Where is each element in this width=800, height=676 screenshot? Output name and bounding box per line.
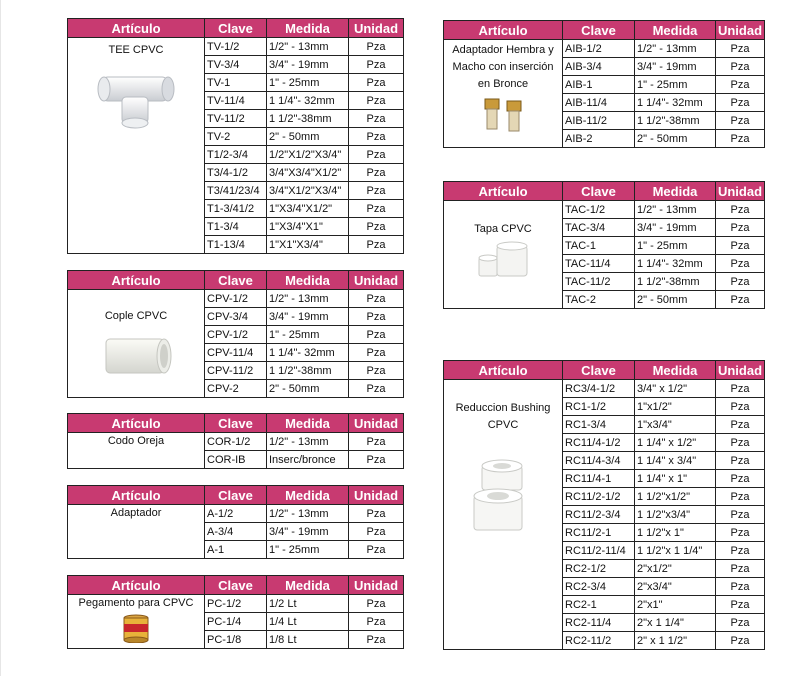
code-cell: AIB-1 bbox=[563, 76, 635, 94]
measure-cell: 1"X1"X3/4" bbox=[267, 236, 349, 254]
code-cell: TV-1 bbox=[205, 74, 267, 92]
code-cell: RC11/4-1/2 bbox=[563, 434, 635, 452]
unit-cell: Pza bbox=[716, 380, 765, 398]
unit-cell: Pza bbox=[349, 110, 404, 128]
measure-cell: 2" - 50mm bbox=[635, 130, 716, 148]
unit-cell: Pza bbox=[349, 236, 404, 254]
unit-cell: Pza bbox=[349, 631, 404, 649]
unit-cell: Pza bbox=[716, 416, 765, 434]
header-article: Artículo bbox=[444, 21, 563, 40]
code-cell: TV-11/4 bbox=[205, 92, 267, 110]
code-cell: TAC-11/4 bbox=[563, 255, 635, 273]
code-cell: CPV-3/4 bbox=[205, 308, 267, 326]
measure-cell: 1 1/2"x3/4" bbox=[635, 506, 716, 524]
unit-cell: Pza bbox=[716, 632, 765, 650]
header-row bbox=[444, 21, 765, 40]
header-measure: Medida bbox=[267, 271, 349, 290]
unit-cell: Pza bbox=[349, 290, 404, 308]
code-cell: RC11/2-1 bbox=[563, 524, 635, 542]
header-article: Artículo bbox=[444, 361, 563, 380]
code-cell: TAC-11/2 bbox=[563, 273, 635, 291]
unit-cell: Pza bbox=[349, 38, 404, 56]
measure-cell: 1" - 25mm bbox=[635, 237, 716, 255]
unit-cell: Pza bbox=[716, 452, 765, 470]
header-code: Clave bbox=[205, 19, 267, 38]
header-unit: Unidad bbox=[716, 182, 765, 201]
measure-cell: 1 1/4"- 32mm bbox=[635, 94, 716, 112]
coupling-image bbox=[98, 333, 174, 379]
table-row bbox=[68, 290, 404, 308]
unit-cell: Pza bbox=[349, 128, 404, 146]
article-name: TEE CPVC bbox=[108, 44, 164, 56]
code-cell: TAC-1/2 bbox=[563, 201, 635, 219]
article-cell bbox=[68, 505, 205, 559]
measure-cell: 1" - 25mm bbox=[267, 541, 349, 559]
code-cell: T3/41/23/4 bbox=[205, 182, 267, 200]
table-row bbox=[444, 40, 765, 58]
measure-cell: 3/4"X3/4"X1/2" bbox=[267, 164, 349, 182]
unit-cell: Pza bbox=[349, 200, 404, 218]
code-cell: CPV-1/2 bbox=[205, 326, 267, 344]
header-article: Artículo bbox=[68, 271, 205, 290]
unit-cell: Pza bbox=[349, 541, 404, 559]
measure-cell: 1 1/4" x 1/2" bbox=[635, 434, 716, 452]
measure-cell: 1/2" - 13mm bbox=[635, 201, 716, 219]
measure-cell: 2" x 1 1/2" bbox=[635, 632, 716, 650]
unit-cell: Pza bbox=[349, 380, 404, 398]
unit-cell: Pza bbox=[349, 308, 404, 326]
header-code: Clave bbox=[563, 361, 635, 380]
unit-cell: Pza bbox=[349, 92, 404, 110]
header-row bbox=[68, 486, 404, 505]
table-adaptador bbox=[67, 485, 404, 559]
table-row bbox=[444, 380, 765, 398]
measure-cell: 1/2" - 13mm bbox=[267, 433, 349, 451]
measure-cell: 1"x3/4" bbox=[635, 416, 716, 434]
code-cell: RC1-3/4 bbox=[563, 416, 635, 434]
measure-cell: 1/2" - 13mm bbox=[267, 290, 349, 308]
header-measure: Medida bbox=[267, 414, 349, 433]
code-cell: CPV-11/4 bbox=[205, 344, 267, 362]
table-codo-oreja bbox=[67, 413, 404, 469]
code-cell: PC-1/2 bbox=[205, 595, 267, 613]
measure-cell: 1"X3/4"X1" bbox=[267, 218, 349, 236]
code-cell: PC-1/8 bbox=[205, 631, 267, 649]
measure-cell: 1 1/2"-38mm bbox=[635, 112, 716, 130]
table-reduccion-bushing bbox=[443, 360, 765, 650]
code-cell: A-3/4 bbox=[205, 523, 267, 541]
header-unit: Unidad bbox=[349, 486, 404, 505]
header-code: Clave bbox=[205, 271, 267, 290]
unit-cell: Pza bbox=[349, 218, 404, 236]
unit-cell: Pza bbox=[716, 560, 765, 578]
code-cell: RC2-1/2 bbox=[563, 560, 635, 578]
page-edge bbox=[0, 0, 1, 676]
measure-cell: 2" - 50mm bbox=[635, 291, 716, 309]
code-cell: A-1/2 bbox=[205, 505, 267, 523]
table-cople-cpvc bbox=[67, 270, 404, 398]
measure-cell: 1/2" - 13mm bbox=[267, 505, 349, 523]
header-article: Artículo bbox=[68, 414, 205, 433]
measure-cell: 2"x3/4" bbox=[635, 578, 716, 596]
header-row bbox=[68, 271, 404, 290]
tee-fitting-image bbox=[96, 69, 176, 133]
measure-cell: 1"x1/2" bbox=[635, 398, 716, 416]
article-cell bbox=[68, 290, 205, 398]
unit-cell: Pza bbox=[349, 164, 404, 182]
article-cell bbox=[444, 40, 563, 148]
measure-cell: 1" - 25mm bbox=[267, 326, 349, 344]
unit-cell: Pza bbox=[716, 506, 765, 524]
unit-cell: Pza bbox=[349, 56, 404, 74]
header-code: Clave bbox=[563, 21, 635, 40]
code-cell: T1-13/4 bbox=[205, 236, 267, 254]
measure-cell: 2"x 1 1/4" bbox=[635, 614, 716, 632]
bushing-image bbox=[468, 458, 538, 538]
measure-cell: 1 1/2"x1/2" bbox=[635, 488, 716, 506]
measure-cell: 1 1/4"- 32mm bbox=[267, 92, 349, 110]
measure-cell: 3/4" - 19mm bbox=[635, 219, 716, 237]
code-cell: TAC-2 bbox=[563, 291, 635, 309]
table-row bbox=[444, 201, 765, 219]
unit-cell: Pza bbox=[716, 614, 765, 632]
unit-cell: Pza bbox=[716, 237, 765, 255]
measure-cell: 2" - 50mm bbox=[267, 380, 349, 398]
code-cell: T1/2-3/4 bbox=[205, 146, 267, 164]
unit-cell: Pza bbox=[349, 523, 404, 541]
unit-cell: Pza bbox=[716, 219, 765, 237]
header-measure: Medida bbox=[635, 21, 716, 40]
unit-cell: Pza bbox=[716, 596, 765, 614]
measure-cell: 1" - 25mm bbox=[267, 74, 349, 92]
unit-cell: Pza bbox=[716, 255, 765, 273]
measure-cell: 1 1/2"-38mm bbox=[267, 362, 349, 380]
code-cell: CPV-11/2 bbox=[205, 362, 267, 380]
article-name: Adaptador Hembra y Macho con inserción en Bronce bbox=[452, 44, 554, 90]
unit-cell: Pza bbox=[716, 488, 765, 506]
table-pegamento bbox=[67, 575, 404, 649]
code-cell: AIB-2 bbox=[563, 130, 635, 148]
unit-cell: Pza bbox=[716, 578, 765, 596]
unit-cell: Pza bbox=[716, 291, 765, 309]
unit-cell: Pza bbox=[349, 182, 404, 200]
header-unit: Unidad bbox=[716, 361, 765, 380]
header-measure: Medida bbox=[267, 19, 349, 38]
code-cell: TV-1/2 bbox=[205, 38, 267, 56]
header-article: Artículo bbox=[444, 182, 563, 201]
measure-cell: 1 1/2"-38mm bbox=[635, 273, 716, 291]
glue-can-image bbox=[121, 613, 151, 643]
code-cell: COR-1/2 bbox=[205, 433, 267, 451]
unit-cell: Pza bbox=[716, 470, 765, 488]
header-row bbox=[444, 361, 765, 380]
measure-cell: 1/2" - 13mm bbox=[635, 40, 716, 58]
code-cell: AIB-11/4 bbox=[563, 94, 635, 112]
code-cell: A-1 bbox=[205, 541, 267, 559]
code-cell: CPV-1/2 bbox=[205, 290, 267, 308]
measure-cell: 3/4" - 19mm bbox=[267, 523, 349, 541]
code-cell: CPV-2 bbox=[205, 380, 267, 398]
code-cell: AIB-1/2 bbox=[563, 40, 635, 58]
code-cell: RC2-11/2 bbox=[563, 632, 635, 650]
header-measure: Medida bbox=[635, 182, 716, 201]
measure-cell: 1/4 Lt bbox=[267, 613, 349, 631]
measure-cell: 3/4" - 19mm bbox=[267, 56, 349, 74]
code-cell: RC2-3/4 bbox=[563, 578, 635, 596]
article-cell bbox=[68, 433, 205, 469]
measure-cell: 1 1/2"-38mm bbox=[267, 110, 349, 128]
header-unit: Unidad bbox=[716, 21, 765, 40]
table-adaptador-bronce bbox=[443, 20, 765, 148]
header-unit: Unidad bbox=[349, 271, 404, 290]
code-cell: RC11/2-3/4 bbox=[563, 506, 635, 524]
code-cell: AIB-11/2 bbox=[563, 112, 635, 130]
code-cell: T1-3/4 bbox=[205, 218, 267, 236]
measure-cell: 2"x1" bbox=[635, 596, 716, 614]
header-code: Clave bbox=[563, 182, 635, 201]
article-name: Codo Oreja bbox=[107, 435, 165, 447]
code-cell: RC2-11/4 bbox=[563, 614, 635, 632]
unit-cell: Pza bbox=[349, 146, 404, 164]
measure-cell: 1 1/4"- 32mm bbox=[267, 344, 349, 362]
table-tee-cpvc bbox=[67, 18, 404, 254]
table-row bbox=[68, 433, 404, 451]
header-row bbox=[68, 414, 404, 433]
header-row bbox=[68, 19, 404, 38]
measure-cell: Inserc/bronce bbox=[267, 451, 349, 469]
code-cell: RC2-1 bbox=[563, 596, 635, 614]
header-row bbox=[68, 576, 404, 595]
code-cell: RC11/2-11/4 bbox=[563, 542, 635, 560]
article-name: Cople CPVC bbox=[104, 310, 168, 322]
article-name: Pegamento para CPVC bbox=[78, 597, 194, 609]
unit-cell: Pza bbox=[716, 201, 765, 219]
measure-cell: 1" - 25mm bbox=[635, 76, 716, 94]
code-cell: TV-11/2 bbox=[205, 110, 267, 128]
unit-cell: Pza bbox=[716, 112, 765, 130]
unit-cell: Pza bbox=[716, 58, 765, 76]
measure-cell: 3/4"X1/2"X3/4" bbox=[267, 182, 349, 200]
cap-image bbox=[473, 240, 533, 280]
unit-cell: Pza bbox=[716, 76, 765, 94]
code-cell: T1-3/41/2 bbox=[205, 200, 267, 218]
header-unit: Unidad bbox=[349, 414, 404, 433]
unit-cell: Pza bbox=[349, 74, 404, 92]
header-unit: Unidad bbox=[349, 19, 404, 38]
unit-cell: Pza bbox=[349, 505, 404, 523]
measure-cell: 2" - 50mm bbox=[267, 128, 349, 146]
measure-cell: 1/2" - 13mm bbox=[267, 38, 349, 56]
measure-cell: 1 1/4" x 1" bbox=[635, 470, 716, 488]
unit-cell: Pza bbox=[716, 398, 765, 416]
table-row bbox=[68, 595, 404, 613]
header-measure: Medida bbox=[635, 361, 716, 380]
measure-cell: 1 1/2"x 1" bbox=[635, 524, 716, 542]
code-cell: TV-2 bbox=[205, 128, 267, 146]
article-cell bbox=[68, 595, 205, 649]
article-cell bbox=[444, 201, 563, 309]
unit-cell: Pza bbox=[716, 40, 765, 58]
table-tapa-cpvc bbox=[443, 181, 765, 309]
code-cell: RC11/2-1/2 bbox=[563, 488, 635, 506]
unit-cell: Pza bbox=[349, 344, 404, 362]
code-cell: T3/4-1/2 bbox=[205, 164, 267, 182]
header-unit: Unidad bbox=[349, 576, 404, 595]
code-cell: TAC-1 bbox=[563, 237, 635, 255]
measure-cell: 3/4" x 1/2" bbox=[635, 380, 716, 398]
measure-cell: 3/4" - 19mm bbox=[635, 58, 716, 76]
measure-cell: 1/2 Lt bbox=[267, 595, 349, 613]
header-article: Artículo bbox=[68, 19, 205, 38]
measure-cell: 1/2"X1/2"X3/4" bbox=[267, 146, 349, 164]
measure-cell: 1 1/4"- 32mm bbox=[635, 255, 716, 273]
code-cell: RC11/4-3/4 bbox=[563, 452, 635, 470]
article-cell bbox=[444, 380, 563, 650]
unit-cell: Pza bbox=[716, 273, 765, 291]
unit-cell: Pza bbox=[349, 595, 404, 613]
table-row bbox=[68, 505, 404, 523]
article-name: Reduccion Bushing CPVC bbox=[455, 402, 551, 431]
code-cell: AIB-3/4 bbox=[563, 58, 635, 76]
code-cell: TAC-3/4 bbox=[563, 219, 635, 237]
code-cell: RC1-1/2 bbox=[563, 398, 635, 416]
measure-cell: 1"X3/4"X1/2" bbox=[267, 200, 349, 218]
brass-adapter-image bbox=[481, 95, 525, 135]
code-cell: PC-1/4 bbox=[205, 613, 267, 631]
unit-cell: Pza bbox=[716, 524, 765, 542]
unit-cell: Pza bbox=[349, 362, 404, 380]
table-row bbox=[68, 38, 404, 56]
unit-cell: Pza bbox=[349, 326, 404, 344]
measure-cell: 3/4" - 19mm bbox=[267, 308, 349, 326]
unit-cell: Pza bbox=[716, 434, 765, 452]
unit-cell: Pza bbox=[716, 542, 765, 560]
header-measure: Medida bbox=[267, 486, 349, 505]
unit-cell: Pza bbox=[716, 130, 765, 148]
measure-cell: 1/8 Lt bbox=[267, 631, 349, 649]
header-row bbox=[444, 182, 765, 201]
unit-cell: Pza bbox=[349, 433, 404, 451]
article-cell bbox=[68, 38, 205, 254]
header-measure: Medida bbox=[267, 576, 349, 595]
code-cell: TV-3/4 bbox=[205, 56, 267, 74]
unit-cell: Pza bbox=[349, 451, 404, 469]
code-cell: RC3/4-1/2 bbox=[563, 380, 635, 398]
header-code: Clave bbox=[205, 576, 267, 595]
measure-cell: 1 1/2"x 1 1/4" bbox=[635, 542, 716, 560]
code-cell: COR-IB bbox=[205, 451, 267, 469]
unit-cell: Pza bbox=[716, 94, 765, 112]
header-code: Clave bbox=[205, 486, 267, 505]
article-name: Adaptador bbox=[110, 507, 162, 519]
measure-cell: 2"x1/2" bbox=[635, 560, 716, 578]
article-name: Tapa CPVC bbox=[474, 223, 532, 235]
unit-cell: Pza bbox=[349, 613, 404, 631]
measure-cell: 1 1/4" x 3/4" bbox=[635, 452, 716, 470]
header-code: Clave bbox=[205, 414, 267, 433]
code-cell: RC11/4-1 bbox=[563, 470, 635, 488]
header-article: Artículo bbox=[68, 486, 205, 505]
header-article: Artículo bbox=[68, 576, 205, 595]
